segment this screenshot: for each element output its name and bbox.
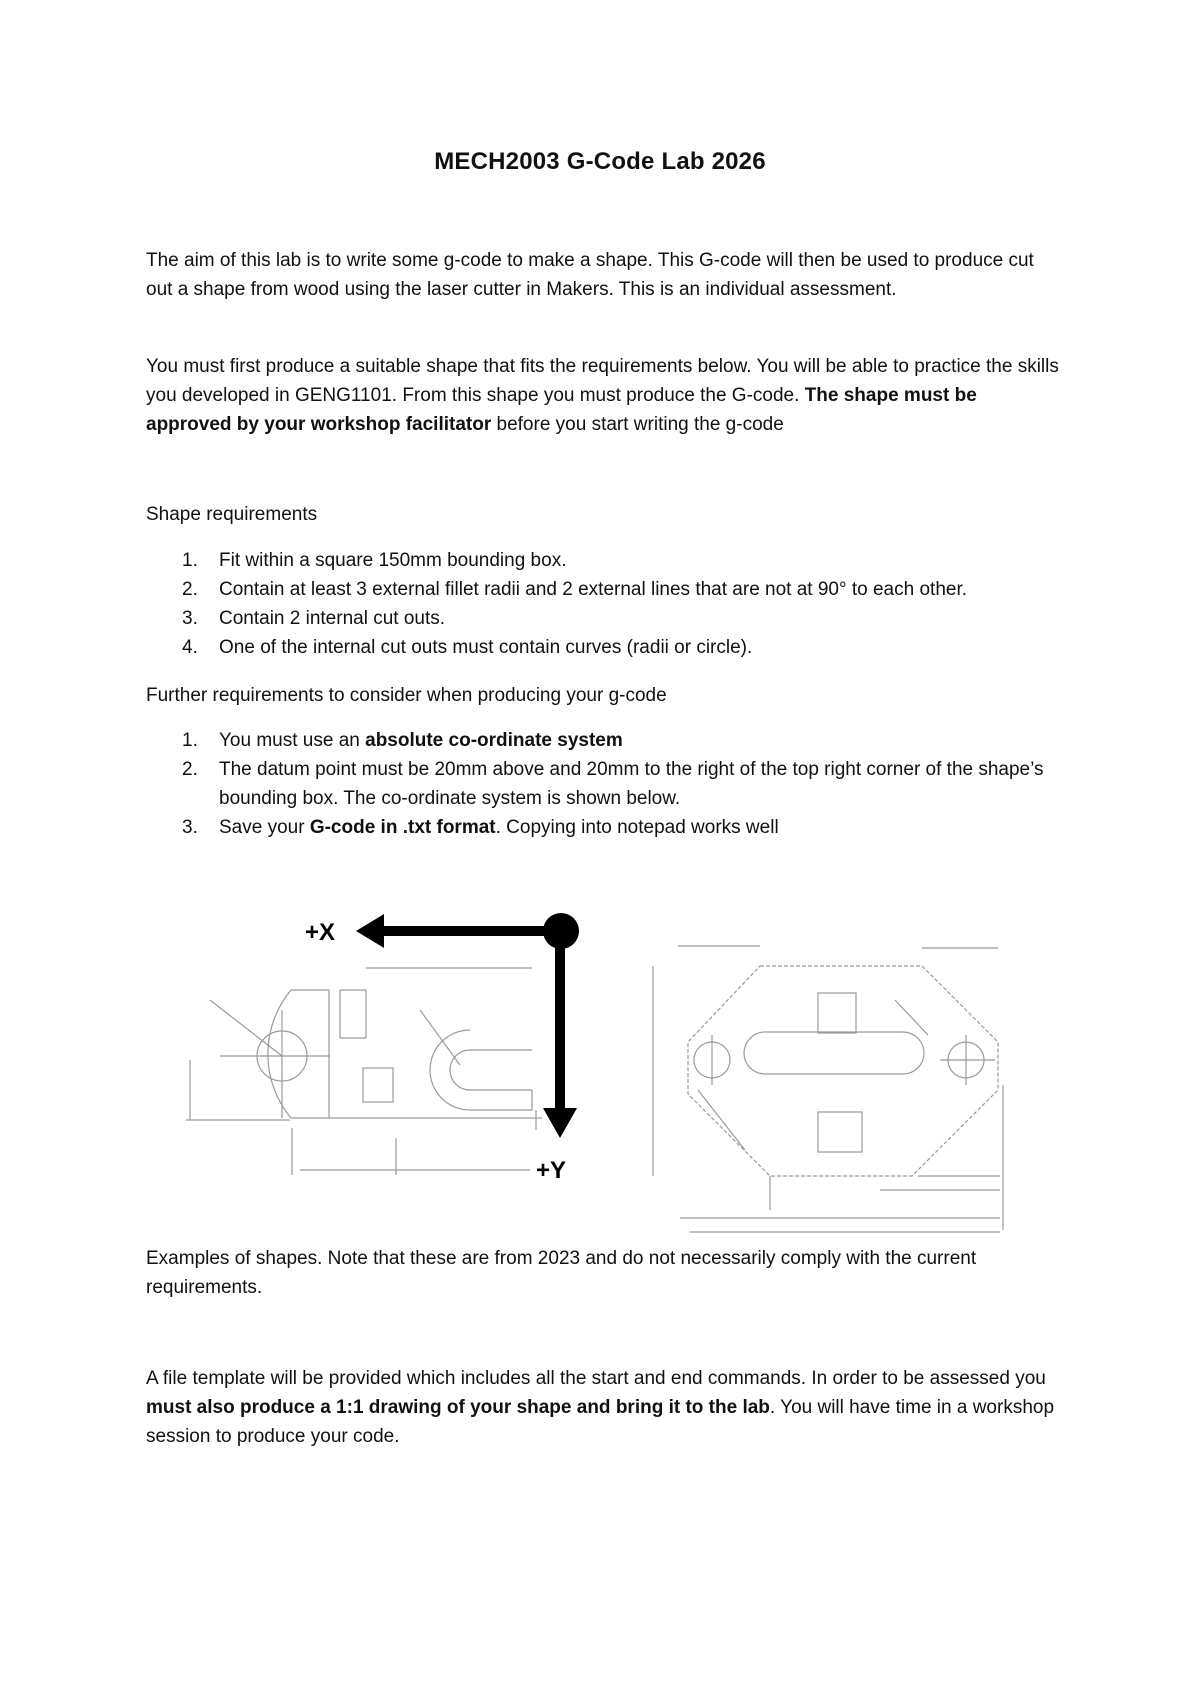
further-requirements-heading: Further requirements to consider when producing your g-code xyxy=(146,685,667,706)
approval-bold: The shape must be approved by your workshop facilitator xyxy=(146,385,977,435)
list-text-b: . Copying into notepad works well xyxy=(495,817,779,838)
list-text: Fit within a square 150mm bounding box. xyxy=(219,550,567,571)
x-axis-arrowhead xyxy=(356,914,384,948)
left-rect-cutout-2 xyxy=(363,1068,393,1102)
closing-text-b: . You will have time in a workshop session to produce your code. xyxy=(146,1397,1055,1447)
list-text: Contain at least 3 external fillet radii and 2 external lines that are not at 90° to each other. xyxy=(219,579,968,600)
shape-requirements-heading: Shape requirements xyxy=(146,504,318,525)
list-number: 1. xyxy=(182,730,198,751)
left-radius-leader xyxy=(420,1010,460,1065)
datum-point xyxy=(543,913,579,949)
approval-text-a: You must first produce a suitable shape that fits the requirements below. You will be able to practice the skills you developed in GENG1101. From this shape you must produce the G-code. xyxy=(146,356,1059,406)
right-radius-leader xyxy=(698,1090,745,1150)
right-upper-rect-cutout xyxy=(818,993,856,1033)
figure-caption: Examples of shapes. Note that these are from 2023 and do not necessarily comply with the current requirements. xyxy=(146,1248,977,1298)
right-lower-rect-cutout xyxy=(818,1112,862,1152)
list-text: The datum point must be 20mm above and 20mm to the right of the top right corner of the shape’s bounding box. The co-ordinate system is shown below. xyxy=(219,759,1044,809)
list-text: One of the internal cut outs must contain curves (radii or circle). xyxy=(219,637,753,658)
closing-text-a: A file template will be provided which includes all the start and end commands. In order to be assessed you xyxy=(146,1368,1046,1389)
list-number: 3. xyxy=(182,817,198,838)
list-bold: absolute co-ordinate system xyxy=(365,730,623,751)
right-slot-cutout xyxy=(744,1032,924,1074)
list-number: 4. xyxy=(182,637,198,658)
closing-paragraph xyxy=(146,1364,1064,1451)
left-shape-outline xyxy=(268,990,542,1118)
list-number: 2. xyxy=(182,759,198,780)
list-number: 3. xyxy=(182,608,198,629)
coordinate-axes xyxy=(305,913,579,1184)
right-radius-leader xyxy=(895,1000,928,1035)
left-rect-cutout xyxy=(340,990,366,1038)
list-number: 2. xyxy=(182,579,198,600)
document-title: MECH2003 G-Code Lab 2026 xyxy=(434,148,766,175)
y-axis-label: +Y xyxy=(536,1157,567,1184)
list-number: 1. xyxy=(182,550,198,571)
approval-text-b: before you start writing the g-code xyxy=(491,414,784,435)
list-bold: G-code in .txt format xyxy=(309,817,496,838)
intro-paragraph: The aim of this lab is to write some g-code to make a shape. This G-code will then be used to produce cut out a shape from wood using the laser cutter in Makers. This is an individual assessment. xyxy=(146,250,1034,300)
right-example-shape xyxy=(653,946,1003,1232)
list-text: Contain 2 internal cut outs. xyxy=(219,608,446,629)
x-axis-label: +X xyxy=(305,919,336,946)
left-shape-edge xyxy=(291,990,329,1118)
left-slot-cutout xyxy=(430,1030,532,1110)
closing-bold: must also produce a 1:1 drawing of your shape and bring it to the lab xyxy=(146,1397,770,1418)
left-example-shape xyxy=(186,968,542,1175)
y-axis-arrowhead xyxy=(543,1108,577,1138)
list-text: You must use an xyxy=(219,730,366,751)
list-text-a: Save your xyxy=(219,817,310,838)
